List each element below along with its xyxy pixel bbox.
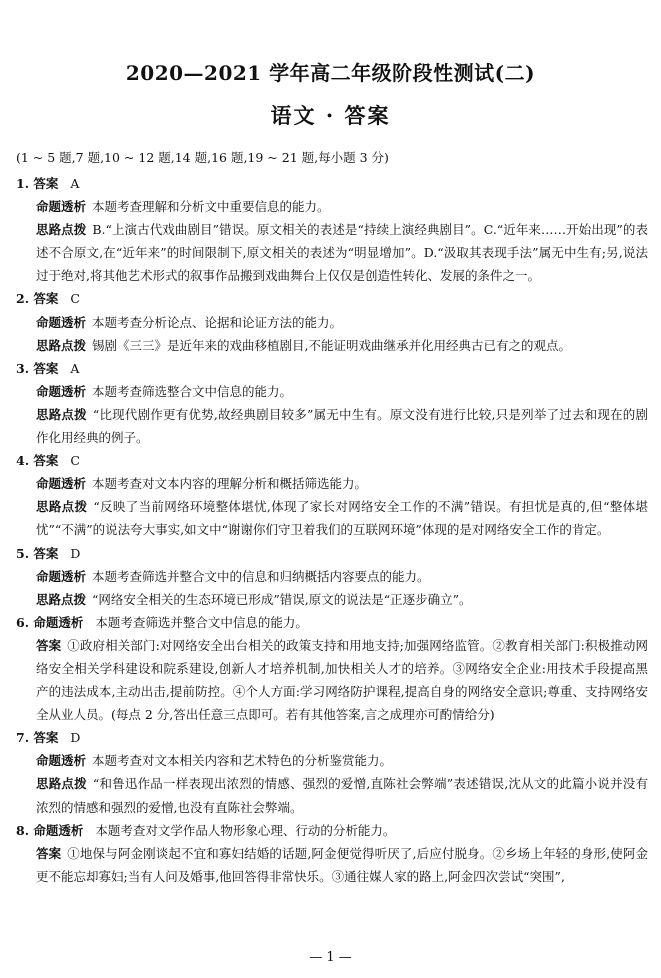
answer-row xyxy=(16,472,648,495)
question-label: 4. 答案 xyxy=(16,453,59,469)
question-label: 8. 命题透析 xyxy=(16,822,84,838)
row-label: 命题透析 xyxy=(36,383,87,399)
question-label: 2. 答案 xyxy=(16,291,59,307)
question-block xyxy=(16,542,648,611)
answer-row xyxy=(16,634,648,726)
row-label: 命题透析 xyxy=(36,314,87,330)
row-text: 本题考查筛选并整合文中的信息和归纳概括内容要点的能力。 xyxy=(92,568,430,584)
answer-row xyxy=(16,749,648,772)
row-label: 思路点拨 xyxy=(36,406,87,422)
question-label: 1. 答案 xyxy=(16,176,59,191)
answer-row xyxy=(16,380,648,403)
answer-row xyxy=(16,311,648,334)
answer-row xyxy=(16,565,648,588)
question-header xyxy=(16,819,648,842)
question-label: 3. 答案 xyxy=(16,360,59,376)
answer-row xyxy=(16,842,648,888)
scoring-note: (1 ~ 5 题,7 题,10 ~ 12 题,14 题,16 题,19 ~ 21 题,每小题 3 分) xyxy=(16,150,389,165)
page-title: 2020—2021 学年高二年级阶段性测试(二) xyxy=(125,61,536,85)
row-text: B.“上演古代戏曲剧目”错误。原文相关的表述是“持续上演经典剧目”。C.“近年来……开始出现”的表述不合原文,在“近年来”的时间限制下,原文相关的表述为“明显增加”。D.“汲取其表现手法”属无中生有;另,说法过于绝对,将其他艺术形式的叙事作品搬到戏曲舞台上仅仅是创造性转化、发展的条件之一。 xyxy=(36,222,648,284)
question-value: C xyxy=(70,453,80,469)
question-block xyxy=(16,819,648,888)
question-value: D xyxy=(70,730,81,746)
row-label: 答案 xyxy=(36,637,62,653)
row-label: 思路点拨 xyxy=(36,337,87,353)
answer-row xyxy=(16,403,648,449)
row-text: 锡剧《三三》是近年来的戏曲移植剧目,不能证明戏曲继承并化用经典古已有之的观点。 xyxy=(92,337,571,353)
row-text: “反映了当前网络环境整体堪忧,体现了家长对网络安全工作的不满”错误。有担忧是真的,但“整体堪忧”“不满”的说法夸大事实,如文中“谢谢你们守卫着我们的互联网环境”体现的是对网络安全工作的肯定。 xyxy=(36,499,648,538)
answer-row xyxy=(16,195,648,218)
question-value: A xyxy=(70,176,80,191)
row-text: “比现代剧作更有优势,故经典剧目较多”属无中生有。原文没有进行比较,只是列举了过去和现在的剧作化用经典的例子。 xyxy=(36,406,648,446)
page-number: — 1 — xyxy=(309,950,352,965)
row-label: 命题透析 xyxy=(36,476,87,492)
row-text: ①政府相关部门:对网络安全出台相关的政策支持和用地支持;加强网络监管。②教育相关部门:积极推动网络安全相关学科建设和院系建设,创新人才培养机制,加快相关人才的培养。③网络安全企业:用技术手段提高黑产的违法成本,主动出击,提前防控。④个人方面:学习网络防护课程,提高自身的网络安全意识;尊重、支持网络安全从业人员。(每点 2 分,答出任意三点即可。若有其他答案,言之成理亦可酌情给分) xyxy=(36,637,648,723)
question-block xyxy=(16,726,648,818)
question-header xyxy=(16,449,648,472)
page-subtitle: 语文 · 答案 xyxy=(270,103,391,128)
question-header xyxy=(16,542,648,565)
row-label: 思路点拨 xyxy=(36,776,87,792)
row-label: 思路点拨 xyxy=(36,222,87,238)
question-block xyxy=(16,172,648,287)
answer-row xyxy=(16,772,648,818)
question-label: 5. 答案 xyxy=(16,545,59,561)
answer-row xyxy=(16,495,648,541)
question-value: C xyxy=(70,291,80,307)
row-label: 思路点拨 xyxy=(36,591,87,607)
answer-row xyxy=(16,334,648,357)
row-text: “网络安全相关的生态环境已形成”错误,原文的说法是“正逐步确立”。 xyxy=(92,591,472,607)
row-label: 命题透析 xyxy=(36,199,87,215)
row-text: 本题考查筛选整合文中信息的能力。 xyxy=(92,383,293,399)
row-text: “和鲁迅作品一样表现出浓烈的情感、强烈的爱憎,直陈社会弊端”表述错误,沈从文的此篇小说并没有浓烈的情感和强烈的爱憎,也没有直陈社会弊端。 xyxy=(36,776,648,815)
question-block xyxy=(16,611,648,726)
question-header xyxy=(16,357,648,380)
question-header xyxy=(16,287,648,310)
question-value: 本题考查筛选并整合文中信息的能力。 xyxy=(95,614,308,630)
question-block xyxy=(16,357,648,449)
question-block xyxy=(16,287,648,356)
question-label: 6. 命题透析 xyxy=(16,614,84,630)
question-header xyxy=(16,172,648,195)
question-header xyxy=(16,726,648,749)
row-label: 命题透析 xyxy=(36,753,87,769)
question-value: A xyxy=(70,360,80,376)
answer-row xyxy=(16,588,648,611)
question-value: 本题考查对文学作品人物形象心理、行动的分析能力。 xyxy=(95,822,396,838)
row-text: ①地保与阿金刚谈起不宜和寡妇结婚的话题,阿金便觉得听厌了,后应付脱身。②乡场上年轻的身形,使阿金更不能忘却寡妇;当有人问及婚事,他回答得非常快乐。③通往媒人家的路上,阿金四次尝试“突围”, xyxy=(36,845,648,884)
question-block xyxy=(16,449,648,541)
question-label: 7. 答案 xyxy=(16,730,59,746)
row-text: 本题考查理解和分析文中重要信息的能力。 xyxy=(92,199,330,215)
row-label: 答案 xyxy=(36,845,62,861)
row-text: 本题考查分析论点、论据和论证方法的能力。 xyxy=(92,314,343,330)
row-label: 思路点拨 xyxy=(36,499,88,515)
question-value: D xyxy=(70,545,81,561)
row-text: 本题考查对文本相关内容和艺术特色的分析鉴赏能力。 xyxy=(92,753,393,769)
row-text: 本题考查对文本内容的理解分析和概括筛选能力。 xyxy=(92,476,368,492)
answer-row xyxy=(16,218,648,287)
question-header xyxy=(16,611,648,634)
row-label: 命题透析 xyxy=(36,568,87,584)
answer-list xyxy=(16,172,648,888)
